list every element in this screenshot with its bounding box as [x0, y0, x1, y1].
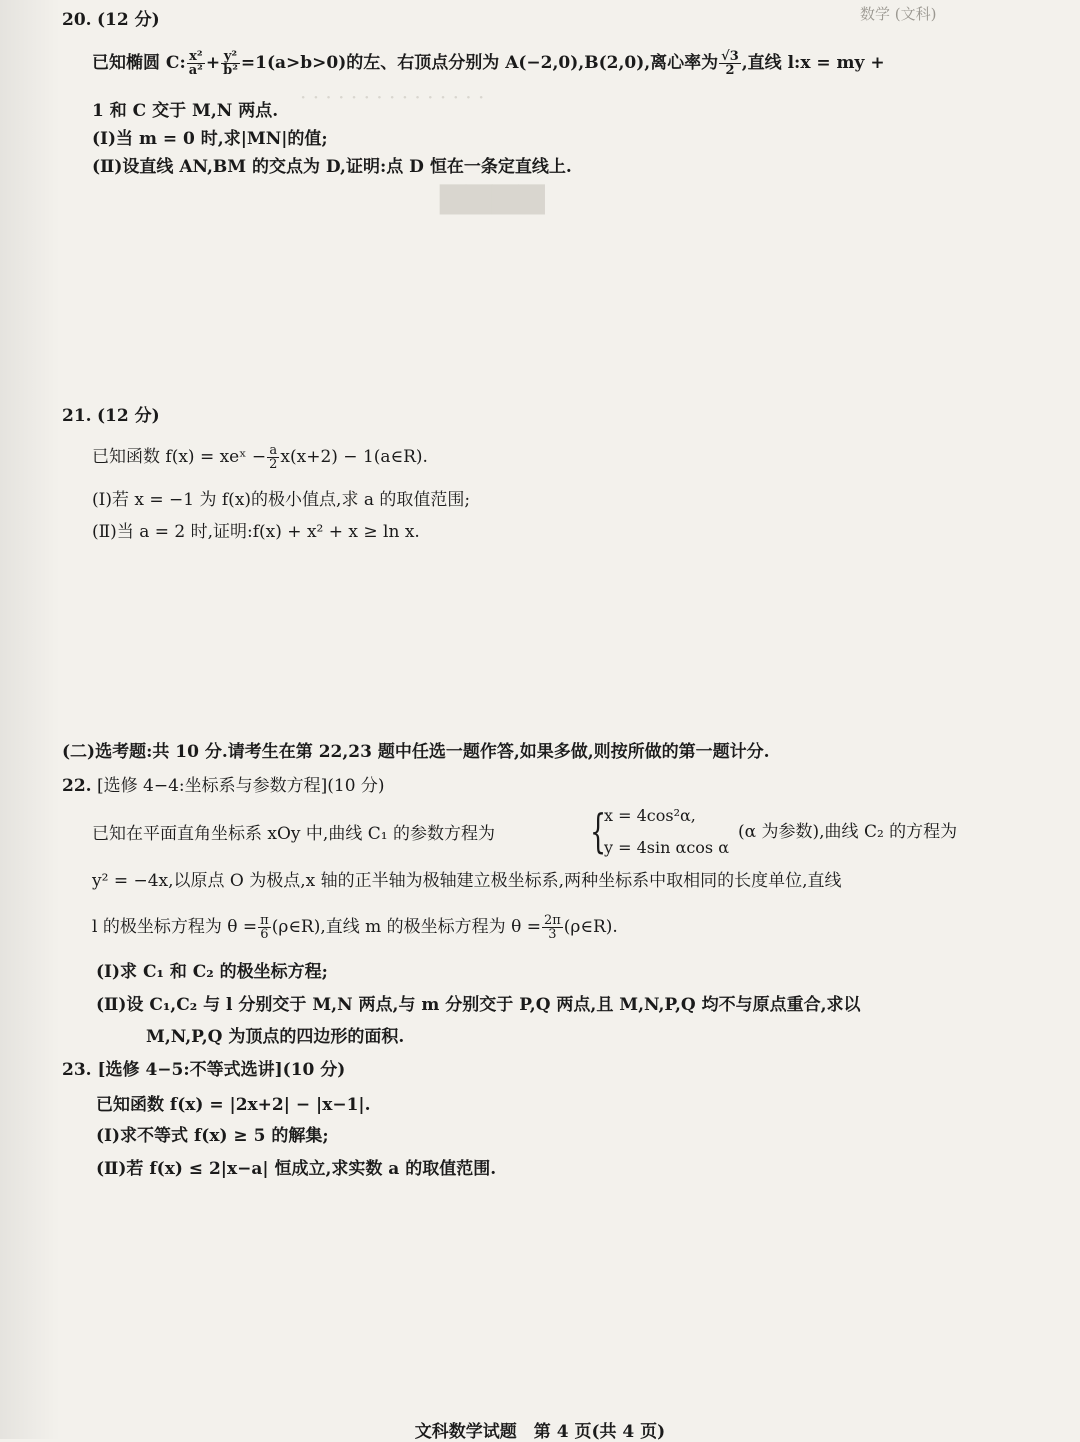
section-elective-intro: (二)选考题:共 10 分.请考生在第 22,23 题中任选一题作答,如果多做,则按所做的第一题计分. — [62, 742, 770, 762]
q21-number: 21. — [62, 406, 92, 426]
q22-part2-continued: M,N,P,Q 为顶点的四边形的面积. — [146, 1027, 405, 1047]
page-footer: 文科数学试题 第 4 页(共 4 页) — [414, 1422, 666, 1442]
fraction-numerator: 2π — [543, 913, 561, 928]
q23-title: [选修 4−5:不等式选讲](10 分) — [97, 1060, 346, 1080]
fraction-numerator: √3 — [721, 49, 739, 64]
fraction-numerator: x² — [187, 50, 205, 64]
q22-stem-line2: y² = −4x,以原点 O 为极点,x 轴的正半轴为极轴建立极坐标系,两种坐标系中取相同的长度单位,直线 — [92, 871, 842, 891]
q22-fraction-2pi-over-3 — [542, 914, 563, 941]
q21-stem-text: 已知函数 f(x) = xeˣ − — [92, 447, 267, 467]
plus-sign: + — [205, 53, 221, 73]
q21-stem — [92, 444, 428, 471]
q22-heading — [62, 774, 385, 798]
q21-fraction-a-over-2 — [267, 444, 279, 471]
fraction-denominator: 3 — [548, 927, 557, 942]
q20-fraction-y — [221, 50, 240, 77]
fraction-denominator: a² — [188, 63, 203, 78]
q22-stem-text: (ρ∈R). — [563, 917, 618, 937]
q20-score: (12 分) — [96, 10, 160, 30]
scan-edge-shadow — [0, 0, 60, 1439]
q20-fraction-x — [187, 50, 205, 77]
q23-stem: 已知函数 f(x) = |2x+2| − |x−1|. — [96, 1095, 371, 1115]
q22-stem-line1-pre: 已知在平面直角坐标系 xOy 中,曲线 C₁ 的参数方程为 — [92, 824, 495, 844]
q22-stem-text: (ρ∈R),直线 m 的极坐标方程为 θ = — [271, 917, 541, 937]
q20-stem-text: =1(a>b>0)的左、右顶点分别为 A(−2,0),B(2,0),离心率为 — [240, 53, 719, 73]
q22-number: 22. — [62, 776, 92, 796]
q21-heading — [62, 404, 160, 428]
q20-stem-line1 — [92, 50, 885, 77]
q22-part2: (Ⅱ)设 C₁,C₂ 与 l 分别交于 M,N 两点,与 m 分别交于 P,Q 两点,且 M,N,P,Q 均不与原点重合,求以 — [96, 995, 861, 1015]
q20-heading — [62, 8, 160, 32]
bleed-through-text: · · · · · · · · · · · · · · · — [300, 85, 485, 109]
q22-stem-line1-post: (α 为参数),曲线 C₂ 的方程为 — [738, 822, 958, 842]
q22-param-eq-1: x = 4cos²α, — [604, 806, 696, 825]
q23-part2: (Ⅱ)若 f(x) ≤ 2|x−a| 恒成立,求实数 a 的取值范围. — [96, 1159, 497, 1179]
fraction-numerator: π — [260, 913, 269, 928]
q20-stem-text: ,直线 l:x = my + — [741, 53, 885, 73]
q20-stem-text: 已知椭圆 C: — [92, 53, 186, 73]
q23-part1: (Ⅰ)求不等式 f(x) ≥ 5 的解集; — [96, 1126, 329, 1146]
fraction-denominator: 2 — [725, 63, 735, 78]
q21-stem-text: x(x+2) − 1(a∈R). — [280, 447, 428, 467]
q21-part2: (Ⅱ)当 a = 2 时,证明:f(x) + x² + x ≥ ln x. — [92, 522, 420, 542]
q21-score: (12 分) — [96, 406, 160, 426]
fraction-numerator: y² — [221, 50, 240, 64]
q20-number: 20. — [62, 10, 92, 30]
q22-part1: (Ⅰ)求 C₁ 和 C₂ 的极坐标方程; — [96, 962, 328, 982]
q20-part2: (Ⅱ)设直线 AN,BM 的交点为 D,证明:点 D 恒在一条定直线上. — [92, 157, 572, 177]
q23-heading — [62, 1058, 345, 1082]
q20-stem-line2: 1 和 C 交于 M,N 两点. — [92, 101, 279, 121]
fraction-numerator: a — [267, 444, 279, 458]
q22-param-eq-2: y = 4sin αcos α — [604, 838, 730, 857]
page-corner-header: 数学 (文科) — [860, 5, 937, 23]
q20-part1: (Ⅰ)当 m = 0 时,求|MN|的值; — [92, 129, 328, 149]
q22-stem-line3 — [92, 914, 618, 941]
fraction-denominator: 6 — [260, 927, 269, 942]
q22-stem-text: l 的极坐标方程为 θ = — [92, 917, 258, 937]
fraction-denominator: b² — [223, 63, 238, 78]
brace-symbol: { — [590, 804, 607, 858]
bleed-through-text: ▆▆▆▆ — [440, 175, 545, 215]
q20-fraction-eccentricity — [719, 50, 741, 77]
q23-number: 23. — [62, 1060, 92, 1080]
fraction-denominator: 2 — [269, 457, 278, 472]
q22-fraction-pi-over-6 — [258, 914, 271, 941]
q22-title: [选修 4−4:坐标系与参数方程](10 分) — [96, 776, 385, 796]
q21-part1: (Ⅰ)若 x = −1 为 f(x)的极小值点,求 a 的取值范围; — [92, 490, 471, 510]
